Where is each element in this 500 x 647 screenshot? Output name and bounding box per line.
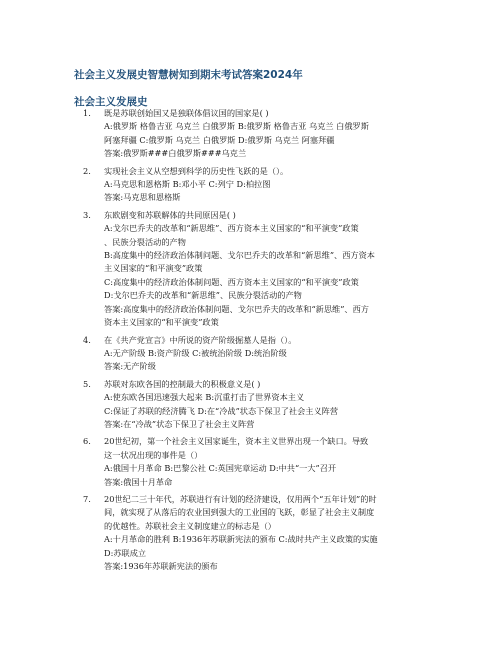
question-line: C:高度集中的经济政治体制问题、西方资本主义国家的“和平演变”政策 xyxy=(104,276,359,287)
question-item xyxy=(74,165,434,205)
document-title: 社会主义发展史智慧树知到期末考试答案2024年 xyxy=(74,69,303,81)
question-line: 东欧剧变和苏联解体的共同原因是( ) xyxy=(104,209,236,220)
question-line: A:无产阶级 B:资产阶级 C:被统治阶级 D:统治阶级 xyxy=(104,347,287,358)
question-number: 3. xyxy=(83,209,91,220)
question-line: A:俄罗斯 格鲁吉亚 乌克兰 白俄罗斯 B:俄罗斯 格鲁吉亚 乌克兰 白俄罗斯 xyxy=(104,121,369,132)
question-line: 的优越性。苏联社会主义制度建立的标志是（） xyxy=(104,520,276,531)
question-number: 2. xyxy=(83,165,91,176)
question-line: 既是苏联创始国又是独联体倡议国的国家是( ) xyxy=(104,108,269,118)
question-item xyxy=(74,378,434,432)
question-line: 20世纪初，第一个社会主义国家诞生，资本主义世界出现一个缺口。导致 xyxy=(104,436,369,447)
question-item xyxy=(74,493,434,573)
question-line: B:高度集中的经济政治体制问题、戈尔巴乔夫的改革和“新思维”、西方资本 xyxy=(104,250,375,261)
question-number: 4. xyxy=(83,334,91,345)
answer-line: 答案:俄国十月革命 xyxy=(104,476,173,487)
question-number: 6. xyxy=(83,436,91,447)
question-line: 主义国家的“和平演变”政策 xyxy=(104,263,203,274)
question-number: 1. xyxy=(83,108,91,118)
question-line: 阿塞拜疆 C:俄罗斯 乌克兰 白俄罗斯 D:俄罗斯 乌克兰 阿塞拜疆 xyxy=(104,134,335,145)
question-item xyxy=(74,209,434,330)
section-heading: 社会主义发展史 xyxy=(74,96,148,108)
answer-line: 答案:在“冷战”状态下保卫了社会主义阵营 xyxy=(104,418,255,429)
question-line: A:马克思和恩格斯 B:邓小平 C:列宁 D:柏拉图 xyxy=(104,179,271,190)
question-line: 苏联对东欧各国的控制最大的积极意义是( ) xyxy=(104,378,261,389)
question-line: C:保证了苏联的经济腾飞 D:在“冷战”状态下保卫了社会主义阵营 xyxy=(104,405,339,416)
question-number: 7. xyxy=(83,493,91,504)
answer-line: 答案:俄罗斯###白俄罗斯###乌克兰 xyxy=(104,148,247,159)
question-number: 5. xyxy=(83,378,91,389)
question-line: 间，就实现了从落后的农业国到强大的工业国的飞跃，彰显了社会主义制度 xyxy=(104,507,375,518)
answer-line: 答案:高度集中的经济政治体制问题、戈尔巴乔夫的改革和“新思维”、西方 xyxy=(104,303,369,314)
question-line: A:十月革命的胜利 B:1936年苏联新宪法的颁布 C:战时共产主义政策的实施 xyxy=(104,534,378,545)
question-line: 在《共产党宣言》中所说的资产阶级掘墓人是指（）。 xyxy=(104,334,297,345)
question-item xyxy=(74,334,434,374)
answer-line: 答案:马克思和恩格斯 xyxy=(104,192,181,203)
question-line: 实现社会主义从空想到科学的历史性飞跃的是（）。 xyxy=(104,165,289,176)
question-line: D:苏联成立 xyxy=(104,547,147,558)
question-item xyxy=(74,107,434,161)
question-list xyxy=(74,107,434,577)
question-line: A:使东欧各国迅速强大起来 B:沉重打击了世界资本主义 xyxy=(104,392,305,403)
question-line: 、民族分裂活动的产物 xyxy=(104,236,186,247)
answer-line: 答案:无产阶级 xyxy=(104,361,156,372)
question-line: A:戈尔巴乔夫的改革和“新思维”、西方资本主义国家的“和平演变”政策 xyxy=(104,223,359,234)
question-line: 资本主义国家的“和平演变”政策 xyxy=(104,317,219,328)
question-line: 这一状况出现的事件是（） xyxy=(104,449,203,460)
question-line: D:戈尔巴乔夫的改革和“新思维”、民族分裂活动的产物 xyxy=(104,290,302,301)
question-item xyxy=(74,435,434,489)
question-line: A:俄国十月革命 B:巴黎公社 C:英国宪章运动 D:中共“一大”召开 xyxy=(104,463,337,474)
answer-line: 答案:1936年苏联新宪法的颁布 xyxy=(104,561,218,571)
question-line: 20世纪二三十年代，苏联进行有计划的经济建设，仅用两个“五年计划”的时 xyxy=(104,493,377,504)
